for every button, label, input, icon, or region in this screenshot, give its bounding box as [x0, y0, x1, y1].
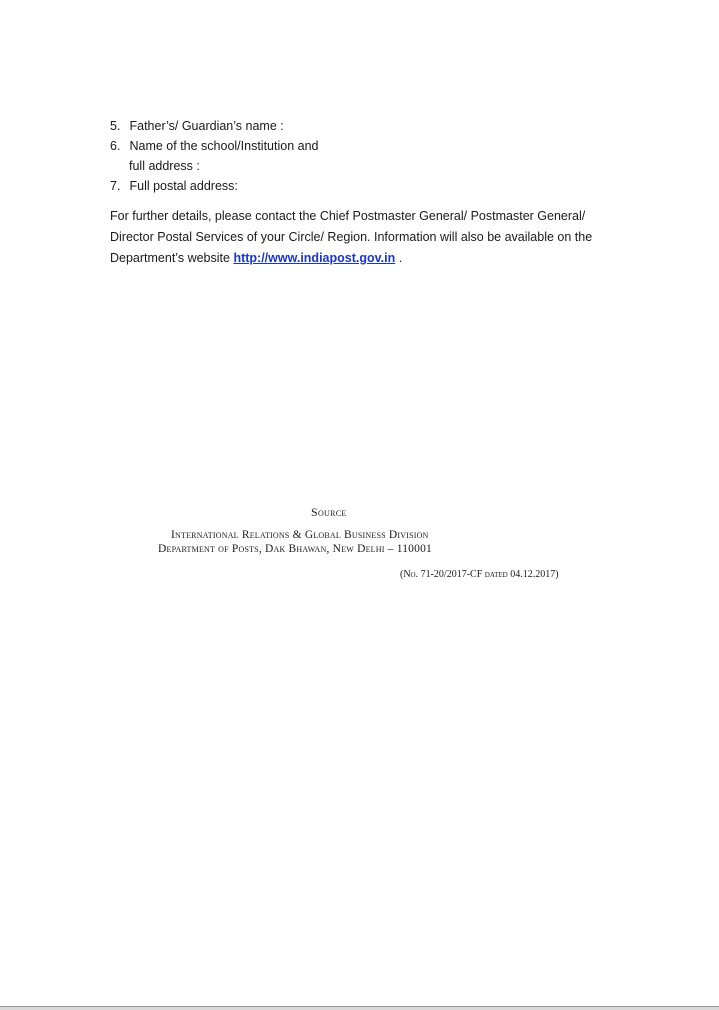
contact-paragraph [110, 206, 630, 269]
paragraph-line: For further details, please contact the Chief Postmaster General/ Postmaster General/ [110, 209, 586, 223]
page-bottom-border [0, 1006, 719, 1010]
item-label-continuation: full address : [129, 159, 200, 173]
item-number: 6. [110, 139, 121, 153]
reference-number: (No. 71-20/2017-CF dated 04.12.2017) [400, 569, 559, 580]
website-link[interactable]: http://www.indiapost.gov.in [233, 251, 396, 265]
source-title: Source [311, 505, 347, 519]
item-label: Father’s/ Guardian’s name : [129, 119, 284, 133]
paragraph-text: Department’s website [110, 251, 234, 265]
organization-division: International Relations & Global Business Division [171, 529, 429, 541]
item-label: Full postal address: [129, 179, 238, 193]
item-number: 5. [110, 119, 121, 133]
list-item [110, 116, 319, 136]
list-item [110, 136, 319, 176]
item-number: 7. [110, 179, 121, 193]
list-item [110, 176, 319, 196]
paragraph-line [110, 248, 630, 269]
paragraph-text: . [395, 251, 403, 265]
paragraph-line: Director Postal Services of your Circle/ Region. Information will also be available on the [110, 230, 593, 244]
form-field-list [110, 116, 319, 196]
organization-address: Department of Posts, Dak Bhawan, New Delhi – 110001 [158, 543, 432, 555]
item-label: Name of the school/Institution and [129, 139, 319, 153]
